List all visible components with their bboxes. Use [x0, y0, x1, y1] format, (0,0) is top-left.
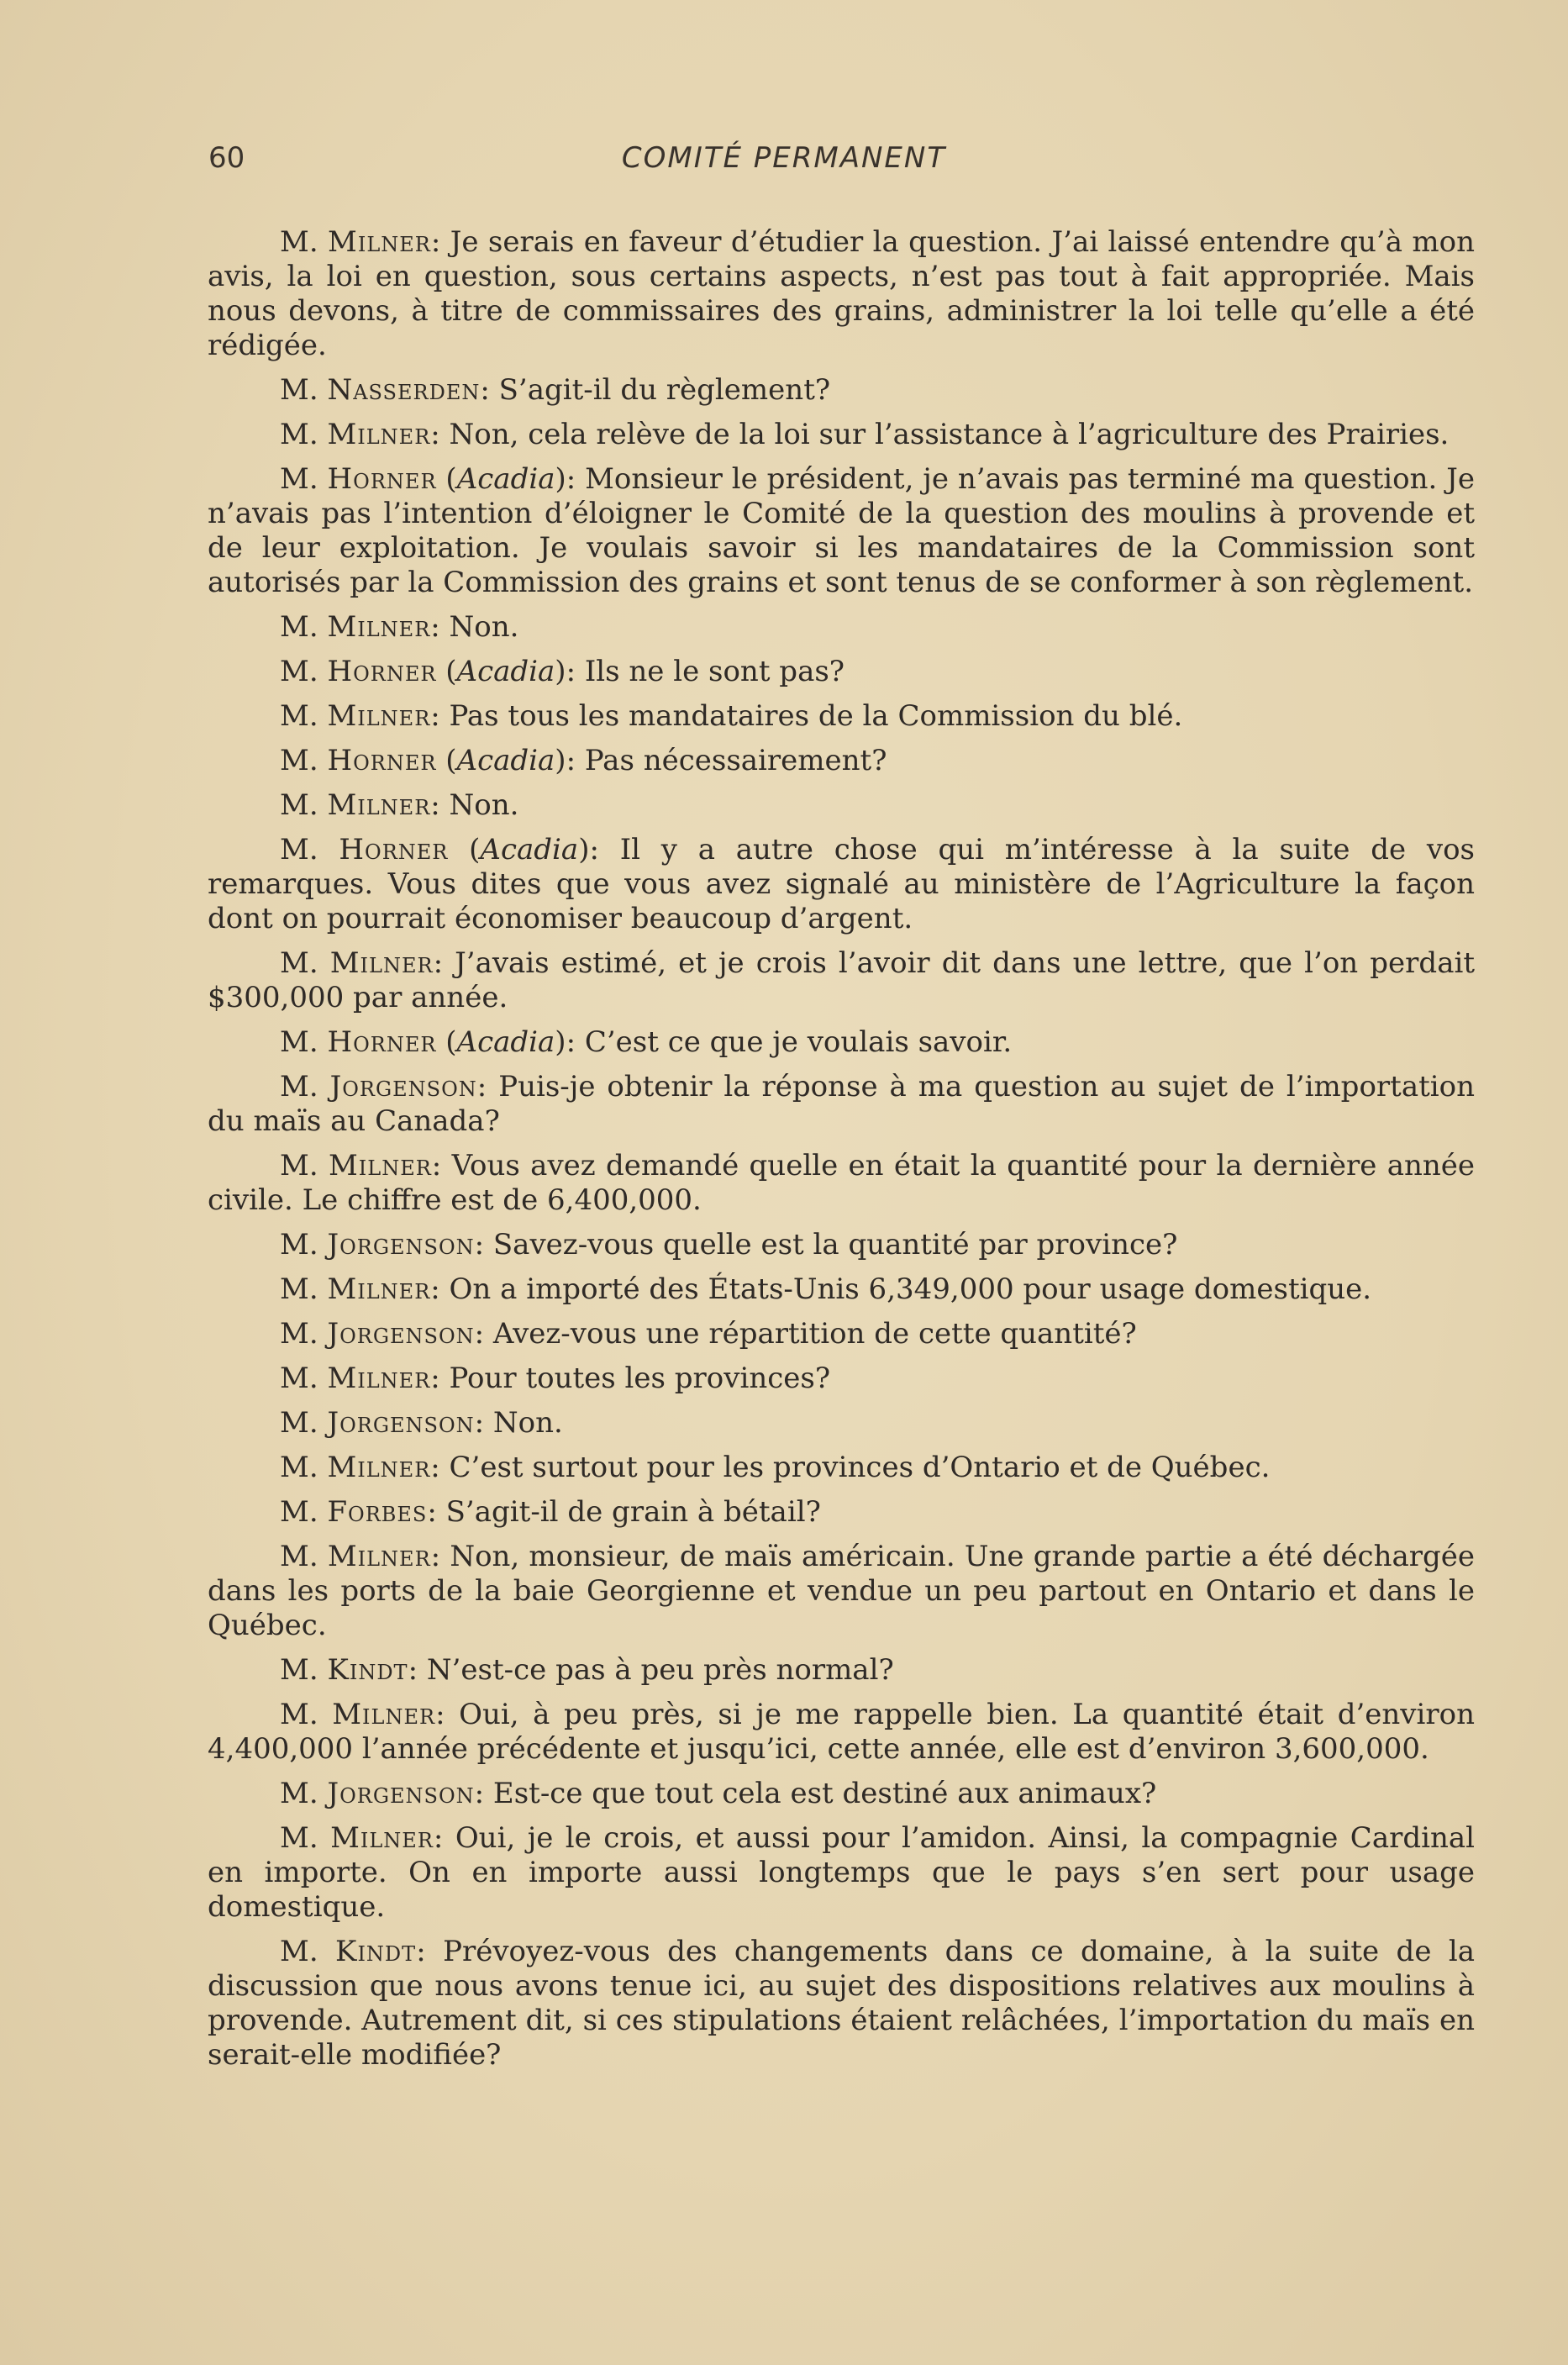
transcript-paragraph: M. Kindt: Prévoyez-vous des changements dans ce domaine, à la suite de la discussion que nous avons tenue ici, au sujet des dispositions relatives aux moulins à provende. Autrement dit, si ces stipulations étaient relâchées, l’importation du maïs en serait-elle modifiée? — [208, 1935, 1475, 2072]
speaker-prefix: M. — [280, 462, 318, 496]
transcript-paragraph: M. Horner (Acadia): Il y a autre chose qui m’intéresse à la suite de vos remarques. Vous dites que vous avez signalé au ministère de l’Agriculture la façon dont on pourrait économiser beaucoup d’argent. — [208, 833, 1475, 935]
transcript-paragraph: M. Milner: Non, cela relève de la loi sur l’assistance à l’agriculture des Prairies. — [280, 418, 1450, 451]
speech-text: Est-ce que tout cela est destiné aux animaux? — [492, 1777, 1157, 1810]
speaker-prefix: M. — [280, 1451, 318, 1484]
speech-text: Non. — [492, 1406, 563, 1440]
speaker-riding: Acadia — [456, 655, 555, 688]
transcript-paragraph: M. Milner: Oui, je le crois, et aussi pour l’amidon. Ainsi, la compagnie Cardinal en importe. On en importe aussi longtemps que le pays s’en sert pour usage domestique. — [208, 1821, 1476, 1924]
speaker-prefix: M. — [280, 1070, 318, 1103]
speaker-prefix: M. — [280, 1935, 318, 1968]
speaker-name: Jorgenson — [327, 1228, 475, 1262]
speech-text: Pas nécessairement? — [584, 744, 887, 777]
transcript-paragraph: M. Jorgenson: Est-ce que tout cela est destiné aux animaux? — [280, 1777, 1157, 1810]
speech-text: Pour toutes les provinces? — [449, 1362, 831, 1395]
speaker-name: Milner — [327, 788, 431, 822]
speaker-riding: Acadia — [456, 744, 555, 777]
speaker-name: Kindt — [327, 1653, 408, 1687]
speaker-prefix: M. — [280, 744, 318, 777]
speaker-prefix: M. — [280, 1317, 318, 1351]
speaker-name: Horner — [327, 744, 437, 777]
speaker-name: Milner — [329, 946, 434, 980]
transcript-paragraph: M. Horner (Acadia): Ils ne le sont pas? — [280, 655, 845, 688]
speaker-name: Milner — [327, 1540, 431, 1573]
speaker-prefix: M. — [280, 833, 318, 866]
speaker-prefix: M. — [280, 225, 318, 259]
transcript-paragraph: M. Milner: Non. — [280, 788, 519, 822]
speaker-name: Forbes — [327, 1495, 428, 1529]
speaker-name: Milner — [332, 1698, 436, 1731]
transcript-paragraph: M. Horner (Acadia): Pas nécessairement? — [280, 744, 887, 777]
transcript-paragraph: M. Milner: Je serais en faveur d’étudier la question. J’ai laissé entendre qu’à mon avis, la loi en question, sous certains aspects, n’est pas tout à fait appropriée. Mais nous devons, à titre de commissaires des grains, administrer la loi telle qu’elle a été rédigée. — [208, 225, 1476, 362]
speech-text: S’agit-il du règlement? — [498, 373, 831, 407]
running-head: COMITÉ PERMANENT — [621, 141, 947, 175]
speech-text: C’est surtout pour les provinces d’Ontario et de Québec. — [449, 1451, 1271, 1484]
speech-text: J’avais estimé, et je crois l’avoir dit dans une lettre, que l’on perdait $300,000 par année. — [208, 946, 1476, 1014]
speech-text: Vous avez demandé quelle en était la quantité pour la dernière année civile. Le chiffre est de 6,400,000. — [208, 1149, 1476, 1217]
speech-text: Non. — [449, 610, 519, 644]
speech-text: Oui, je le crois, et aussi pour l’amidon. Ainsi, la compagnie Cardinal en importe. On en importe aussi longtemps que le pays s’en sert pour usage domestique. — [208, 1821, 1476, 1924]
speaker-prefix: M. — [280, 1698, 318, 1731]
transcript-paragraph: M. Jorgenson: Non. — [280, 1406, 563, 1440]
page-header — [208, 141, 1360, 188]
speaker-name: Nasserden — [327, 373, 481, 407]
speech-text: Monsieur le président, je n’avais pas terminé ma question. Je n’avais pas l’intention d’éloigner le Comité de la question des moulins à provende et de leur exploitation. Je voulais savoir si les mandataires de la Commission sont autorisés par la Commission des grains et sont tenus de se conformer à son règlement. — [208, 462, 1475, 599]
speaker-name: Kindt — [335, 1935, 417, 1968]
speaker-name: Milner — [327, 1362, 431, 1395]
transcript-paragraph: M. Jorgenson: Savez-vous quelle est la quantité par province? — [280, 1228, 1178, 1262]
speaker-prefix: M. — [280, 1272, 318, 1306]
transcript-paragraph: M. Jorgenson: Avez-vous une répartition de cette quantité? — [280, 1317, 1137, 1351]
speaker-name: Milner — [327, 610, 431, 644]
speech-text: Ils ne le sont pas? — [584, 655, 845, 688]
speaker-prefix: M. — [280, 1540, 318, 1573]
speaker-riding: Acadia — [456, 462, 555, 496]
speech-text: Avez-vous une répartition de cette quantité? — [492, 1317, 1137, 1351]
speaker-prefix: M. — [280, 655, 318, 688]
transcript-paragraph: M. Nasserden: S’agit-il du règlement? — [280, 373, 831, 407]
page-number: 60 — [208, 141, 245, 175]
speaker-name: Horner — [339, 833, 449, 866]
speaker-name: Jorgenson — [327, 1777, 475, 1810]
speaker-riding: Acadia — [480, 833, 579, 866]
speaker-name: Milner — [327, 699, 431, 733]
speech-text: Prévoyez-vous des changements dans ce domaine, à la suite de la discussion que nous avons tenue ici, au sujet des dispositions relatives aux moulins à provende. Autrement dit, si ces stipulations étaient relâchées, l’importation du maïs en serait-elle modifiée? — [208, 1935, 1475, 2072]
speaker-name: Jorgenson — [327, 1317, 475, 1351]
transcript-paragraph: M. Horner (Acadia): Monsieur le président, je n’avais pas terminé ma question. Je n’avais pas l’intention d’éloigner le Comité de la question des moulins à provende et de leur exploitation. Je voulais savoir si les mandataires de la Commission sont autorisés par la Commission des grains et sont tenus de se conformer à son règlement. — [208, 462, 1475, 599]
speech-text: Savez-vous quelle est la quantité par province? — [492, 1228, 1178, 1262]
speaker-prefix: M. — [280, 1025, 318, 1059]
transcript-paragraph: M. Horner (Acadia): C’est ce que je voulais savoir. — [280, 1025, 1013, 1059]
speech-text: Puis-je obtenir la réponse à ma question au sujet de l’importation du maïs au Canada? — [208, 1070, 1476, 1138]
speaker-name: Horner — [327, 462, 437, 496]
transcript-paragraph: M. Milner: C’est surtout pour les provinces d’Ontario et de Québec. — [280, 1451, 1271, 1484]
speaker-prefix: M. — [280, 373, 318, 407]
transcript-paragraph: M. Kindt: N’est-ce pas à peu près normal? — [280, 1653, 894, 1687]
speaker-prefix: M. — [280, 610, 318, 644]
speaker-name: Horner — [327, 655, 437, 688]
speech-text: Il y a autre chose qui m’intéresse à la suite de vos remarques. Vous dites que vous avez signalé au ministère de l’Agriculture la façon dont on pourrait économiser beaucoup d’argent. — [208, 833, 1475, 935]
speech-text: S’agit-il de grain à bétail? — [445, 1495, 821, 1529]
speech-text: Non, monsieur, de maïs américain. Une grande partie a été déchargée dans les ports de la baie Georgienne et vendue un peu partout en Ontario et dans le Québec. — [208, 1540, 1476, 1642]
speaker-prefix: M. — [280, 788, 318, 822]
speech-text: Non, cela relève de la loi sur l’assistance à l’agriculture des Prairies. — [449, 418, 1450, 451]
transcript-paragraph: M. Milner: Pour toutes les provinces? — [280, 1362, 831, 1395]
transcript-paragraph: M. Milner: J’avais estimé, et je crois l’avoir dit dans une lettre, que l’on perdait $300,000 par année. — [208, 946, 1476, 1014]
speech-text: Je serais en faveur d’étudier la question. J’ai laissé entendre qu’à mon avis, la loi en question, sous certains aspects, n’est pas tout à fait appropriée. Mais nous devons, à titre de commissaires des grains, administrer la loi telle qu’elle a été rédigée. — [208, 225, 1476, 362]
speaker-name: Milner — [328, 225, 431, 259]
speech-text: N’est-ce pas à peu près normal? — [426, 1653, 894, 1687]
speaker-prefix: M. — [280, 1228, 318, 1262]
speaker-prefix: M. — [280, 1777, 318, 1810]
speech-text: Non. — [449, 788, 519, 822]
speaker-name: Horner — [327, 1025, 437, 1059]
speech-text: Pas tous les mandataires de la Commission du blé. — [449, 699, 1183, 733]
transcript-body — [208, 225, 1475, 2083]
speaker-prefix: M. — [280, 1149, 318, 1182]
speaker-name: Milner — [328, 1149, 432, 1182]
speaker-name: Milner — [330, 1821, 434, 1855]
speaker-prefix: M. — [280, 1495, 318, 1529]
speaker-prefix: M. — [280, 699, 318, 733]
speaker-name: Milner — [327, 1451, 431, 1484]
transcript-paragraph: M. Milner: Oui, à peu près, si je me rappelle bien. La quantité était d’environ 4,400,000 l’année précédente et jusqu’ici, cette année, elle est d’environ 3,600,000. — [208, 1698, 1475, 1766]
speaker-prefix: M. — [280, 418, 318, 451]
speaker-prefix: M. — [280, 1406, 318, 1440]
speech-text: Oui, à peu près, si je me rappelle bien. La quantité était d’environ 4,400,000 l’année précédente et jusqu’ici, cette année, elle est d’environ 3,600,000. — [208, 1698, 1475, 1766]
transcript-paragraph: M. Milner: Vous avez demandé quelle en était la quantité pour la dernière année civile. Le chiffre est de 6,400,000. — [208, 1149, 1476, 1217]
transcript-paragraph: M. Milner: On a importé des États-Unis 6,349,000 pour usage domestique. — [280, 1272, 1372, 1306]
speech-text: C’est ce que je voulais savoir. — [584, 1025, 1013, 1059]
transcript-paragraph: M. Milner: Pas tous les mandataires de la Commission du blé. — [280, 699, 1183, 733]
transcript-paragraph: M. Milner: Non. — [280, 610, 519, 644]
speaker-prefix: M. — [280, 1821, 318, 1855]
speaker-name: Jorgenson — [329, 1070, 477, 1103]
speaker-prefix: M. — [280, 1653, 318, 1687]
speaker-name: Jorgenson — [327, 1406, 475, 1440]
speaker-name: Milner — [327, 418, 431, 451]
transcript-paragraph: M. Forbes: S’agit-il de grain à bétail? — [280, 1495, 821, 1529]
transcript-paragraph: M. Jorgenson: Puis-je obtenir la réponse à ma question au sujet de l’importation du maïs au Canada? — [208, 1070, 1476, 1138]
speaker-name: Milner — [327, 1272, 431, 1306]
speaker-prefix: M. — [280, 1362, 318, 1395]
speech-text: On a importé des États-Unis 6,349,000 pour usage domestique. — [449, 1272, 1372, 1306]
speaker-prefix: M. — [280, 946, 318, 980]
transcript-paragraph: M. Milner: Non, monsieur, de maïs américain. Une grande partie a été déchargée dans les ports de la baie Georgienne et vendue un peu partout en Ontario et dans le Québec. — [208, 1540, 1476, 1642]
speaker-riding: Acadia — [456, 1025, 555, 1059]
